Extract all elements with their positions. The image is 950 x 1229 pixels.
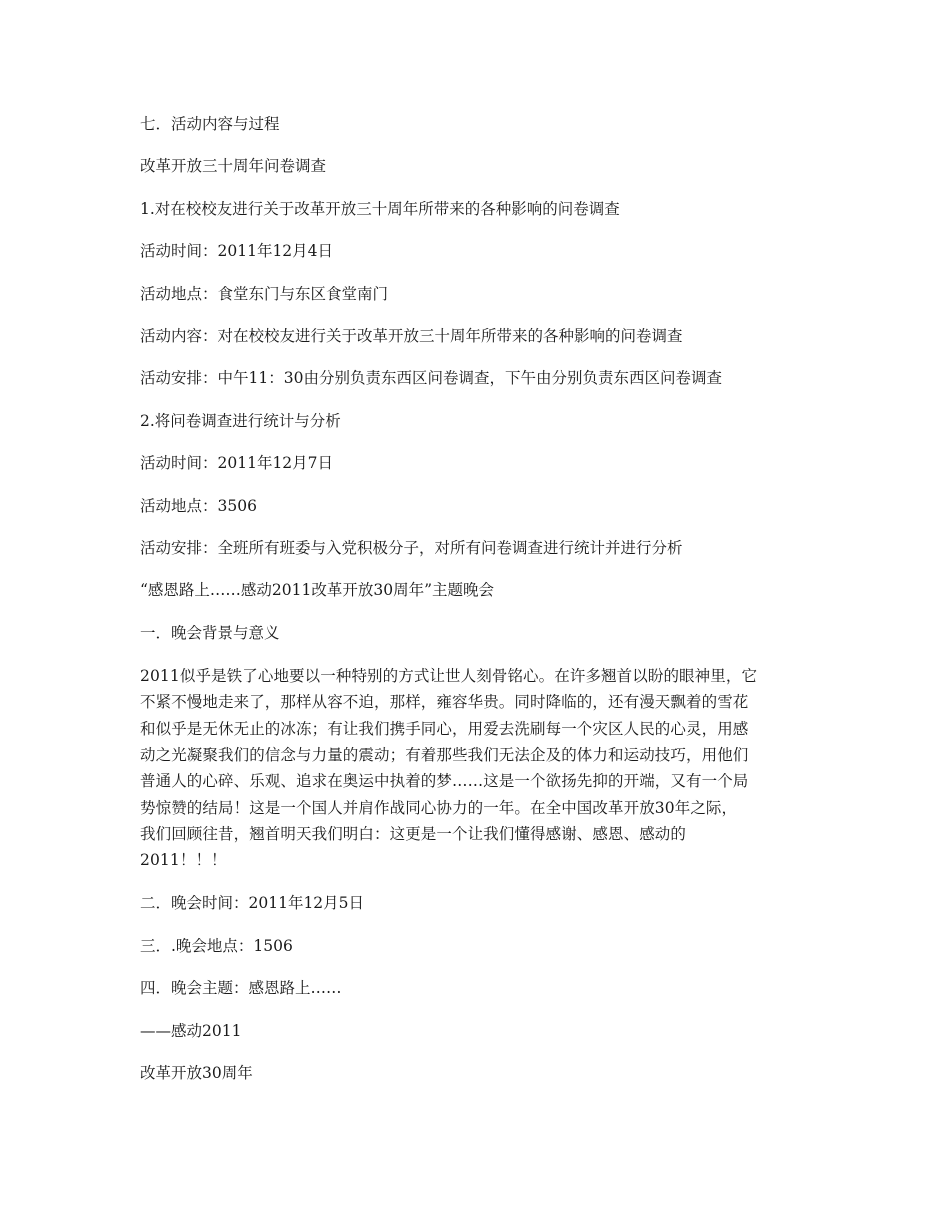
gala-theme: 四．晚会主题：感恩路上……: [140, 979, 342, 998]
item-1-content: 活动内容：对在校校友进行关于改革开放三十周年所带来的各种影响的问卷调查: [140, 326, 683, 345]
item-1-time: 活动时间：2011年12月4日: [140, 242, 334, 261]
gala-time: 二．晚会时间：2011年12月5日: [140, 894, 365, 913]
item-2-location: 活动地点：3506: [140, 496, 257, 515]
gala-theme-sub-2: 改革开放30周年: [140, 1064, 253, 1083]
paragraph-line: 势惊赞的结局！这是一个国人并肩作战同心协力的一年。在全中国改革开放30年之际，: [140, 798, 738, 817]
paragraph-line: 不紧不慢地走来了，那样从容不迫，那样，雍容华贵。同时降临的，还有漫天飘着的雪花: [140, 693, 749, 712]
paragraph-line: 2011！！！: [140, 851, 227, 870]
section-heading-activity-content: 七．活动内容与过程: [140, 115, 280, 133]
background-paragraph: [140, 663, 812, 873]
paragraph-line: 动之光凝聚我们的信念与力量的震动；有着那些我们无法企及的体力和运动技巧，用他们: [140, 745, 749, 764]
paragraph-line: 普通人的心碎、乐观、追求在奥运中执着的梦……这是一个欲扬先抑的开端，又有一个局: [140, 772, 749, 791]
subheading-survey: 改革开放三十周年问卷调查: [140, 157, 327, 176]
item-1-title: 1.对在校校友进行关于改革开放三十周年所带来的各种影响的问卷调查: [140, 199, 620, 218]
paragraph-line: 和似乎是无休无止的冰冻；有让我们携手同心，用爱去洗刷每一个灾区人民的心灵，用感: [140, 719, 749, 738]
gala-location: 三．.晚会地点：1506: [140, 936, 293, 955]
item-2-arrangement: 活动安排：全班所有班委与入党积极分子，对所有问卷调查进行统计并进行分析: [140, 538, 683, 557]
paragraph-line: 我们回顾往昔，翘首明天我们明白：这更是一个让我们懂得感谢、感恩、感动的: [140, 824, 687, 843]
document-body: [140, 112, 812, 1103]
paragraph-line: 2011似乎是铁了心地要以一种特别的方式让世人刻骨铭心。在许多翘首以盼的眼神里，它: [140, 667, 758, 686]
item-2-title: 2.将问卷调查进行统计与分析: [140, 411, 341, 430]
gala-theme-sub-1: ——感动2011: [140, 1021, 242, 1040]
item-1-location: 活动地点：食堂东门与东区食堂南门: [140, 284, 389, 303]
item-2-time: 活动时间：2011年12月7日: [140, 454, 334, 473]
item-1-arrangement: 活动安排：中午11：30由分别负责东西区问卷调查，下午由分别负责东西区问卷调查: [140, 369, 722, 388]
section-heading-background: 一．晚会背景与意义: [140, 623, 280, 642]
gala-title: “感恩路上……感动2011改革开放30周年”主题晚会: [140, 581, 495, 600]
